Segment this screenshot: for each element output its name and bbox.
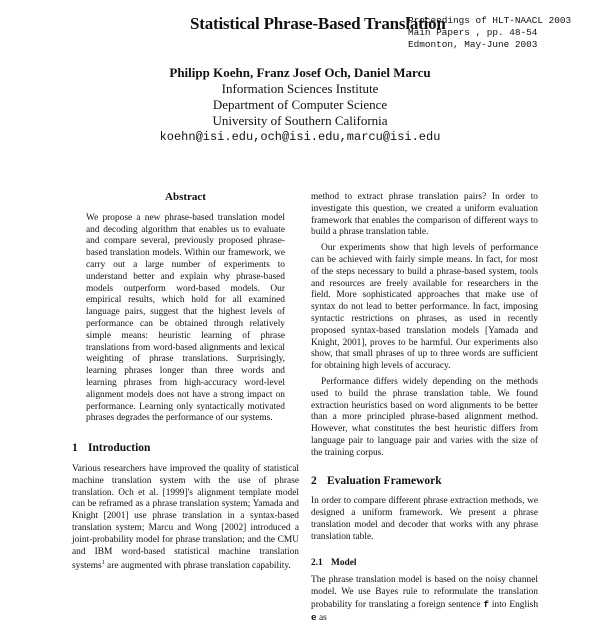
section-title: Introduction — [88, 442, 151, 455]
author-names: Philipp Koehn, Franz Josef Och, Daniel Marcu — [169, 65, 431, 80]
section-1-heading — [72, 443, 299, 455]
intro-text: Various researchers have improved the quality of statistical machine translation system with the use of phrase translation. Och et al. [1999]'s alignment template model can be reframed as a phrase translation system; Yamada and Knight [2001] use phrase translation in a syntax-based translation system; Marcu and Wong [2002] introduced a joint-probability model for phrase translation; and the CMU and IBM word-based statistical machine translation systems — [72, 463, 299, 572]
author-block — [0, 64, 600, 145]
results-paragraph: Our experiments show that high levels of performance can be achieved with fairly simple means. In fact, for most of the steps necessary to build a phrase-based system, tools and resources are freely available for researchers in the field. More sophisticated approaches that make use of syntax do not lead to better performance. In fact, imposing syntactic restrictions on phrases, as used in recently proposed syntax-based translation models [Yamada and Knight, 2001], proves to be harmful. Our experiments also show, that small phrases of up to three words are sufficient for obtaining high levels of accuracy. — [311, 243, 538, 372]
subsection-number: 2.1 — [311, 557, 323, 568]
abstract-heading: Abstract — [165, 191, 206, 203]
performance-paragraph: Performance differs widely depending on the methods used to build the phrase translation table. We found extraction heuristics based on word alignments to be better than a more principled phrase-based alignment method. However, what constitutes the best heuristic differs from language pair to language pair and varies with the size of the training corpus. — [311, 376, 538, 458]
section-number: 1 — [72, 442, 78, 455]
section-number: 2 — [311, 474, 317, 487]
model-text: The phrase translation model is based on the noisy channel model. We use Bayes rule to reformulate the translation probability for translating a foreign sentence — [311, 575, 538, 610]
paper-title: Statistical Phrase-Based Translation — [190, 14, 446, 33]
proceedings-stamp: Proceedings of HLT-NAACL 2003 Main Papers , pp. 48-54 Edmonton, May-June 2003 — [408, 15, 572, 50]
affiliation-university: University of Southern California — [212, 113, 388, 128]
model-text-mid: into English — [489, 599, 539, 610]
affiliation-institute: Information Sciences Institute — [221, 81, 379, 96]
right-column — [311, 192, 538, 625]
left-column — [72, 192, 299, 573]
symbol-e: e — [311, 611, 317, 623]
author-emails: koehn@isi.edu,och@isi.edu,marcu@isi.edu — [159, 130, 441, 144]
abstract-text: We propose a new phrase-based translation model and decoding algorithm that enables us to evaluate and compare several, previously proposed phrase-based translation models. Within our framework, we carry out a large number of experiments to understand better and explain why phrase-based models outperform word-based models. Our empirical results, which hold for all examined language pairs, suggest that the highest levels of performance can be obtained through relatively simple means: heuristic learning of phrase translations from word-based alignments and lexical weighting of phrase translations. Surprisingly, learning phrases longer than three words and learning phrases from high-accuracy word-level alignment models does not have a strong impact on performance. Learning only syntactically motivated phrases degrades the performance of our systems. — [86, 212, 285, 424]
evaluation-paragraph: In order to compare different phrase extraction methods, we designed a uniform framework. We present a phrase translation model and decoder that works with any phrase translation table. — [311, 496, 538, 542]
section-2-heading — [311, 476, 538, 488]
footnote-marker: 1 — [101, 560, 105, 567]
symbol-f: f — [483, 598, 490, 610]
subsection-2-1-heading — [311, 558, 538, 570]
affiliation-department: Department of Computer Science — [212, 97, 388, 112]
intro-text-end: are augmented with phrase translation capability. — [104, 561, 291, 572]
introduction-paragraph — [72, 464, 299, 573]
subsection-title: Model — [331, 557, 357, 568]
section-title: Evaluation Framework — [327, 474, 442, 487]
continuation-paragraph: method to extract phrase translation pairs? In order to investigate this question, we created a uniform evaluation framework that enables the comparison of different ways to build a phrase translation table. — [311, 192, 538, 238]
model-text-end: as — [316, 612, 327, 623]
